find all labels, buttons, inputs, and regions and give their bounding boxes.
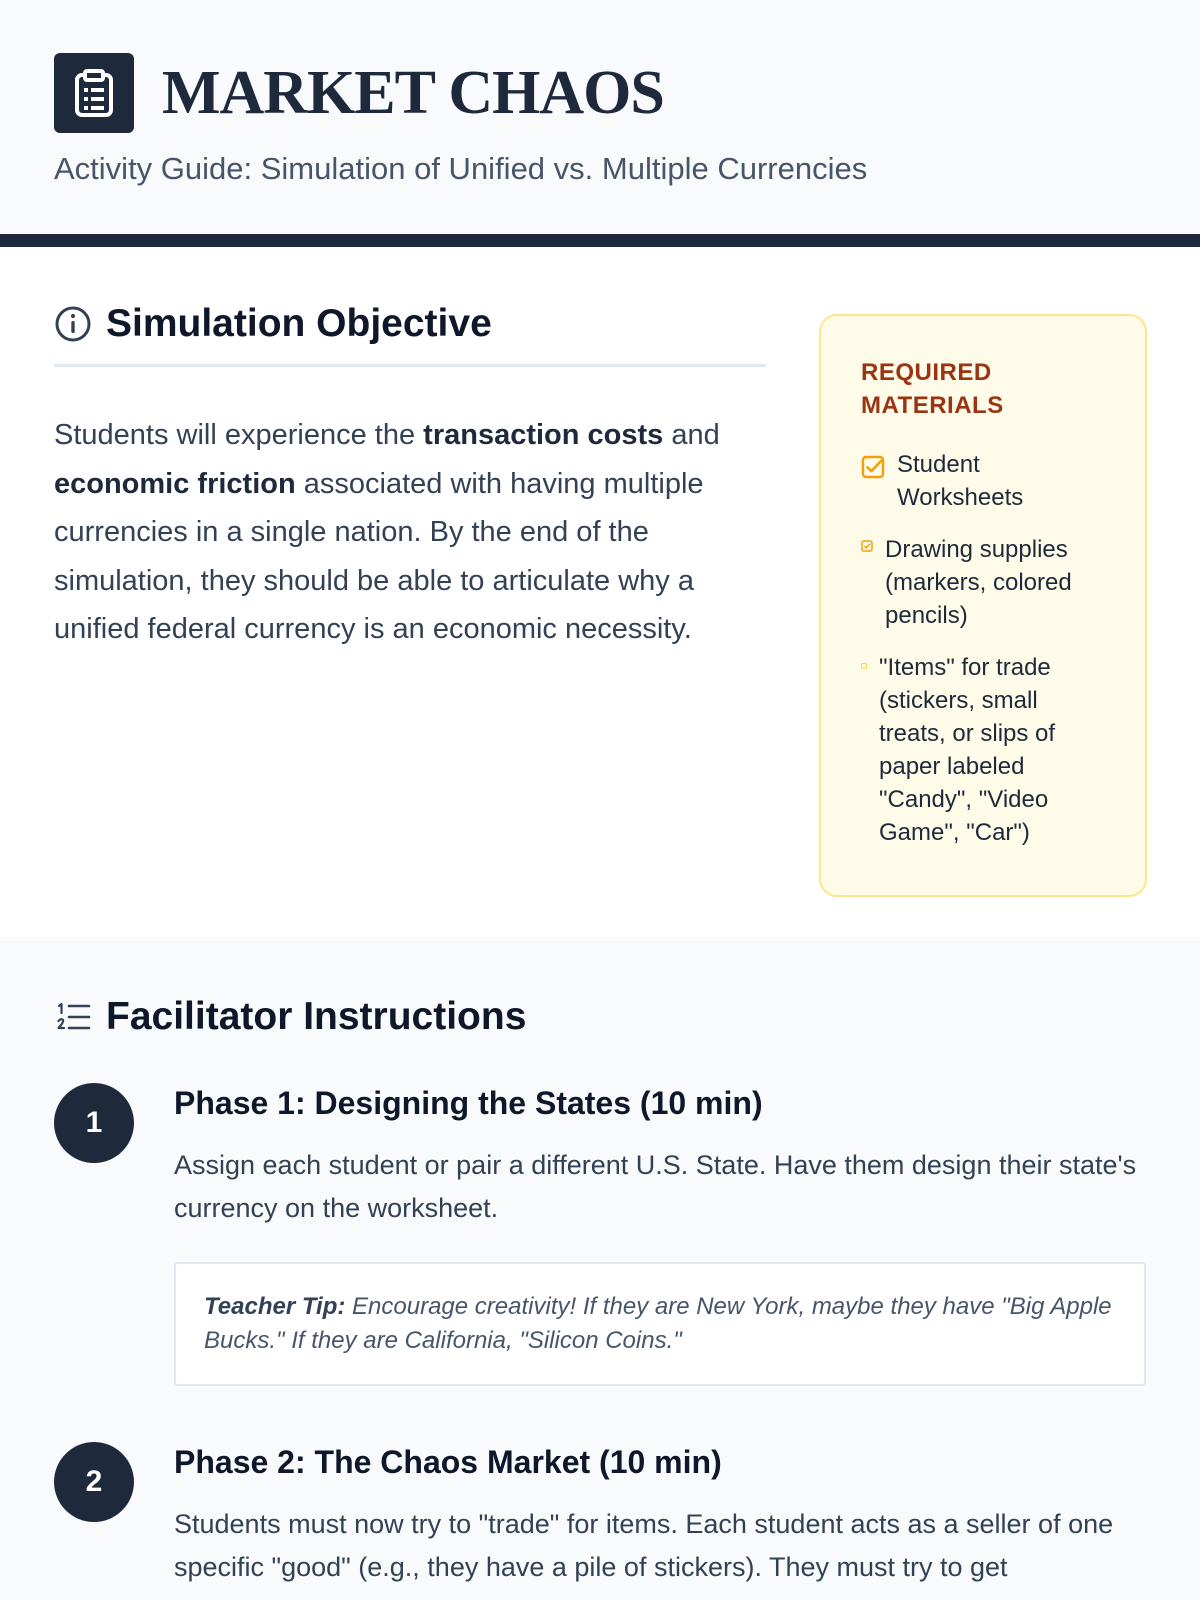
- phase-step: [54, 1083, 1146, 1386]
- phase-text: Students must now try to "trade" for items. Each student acts as a seller of one specific "good" (e.g., they have a pile of stickers). They must try to get: [174, 1509, 1114, 1582]
- objective-heading-label: Simulation Objective: [106, 302, 492, 345]
- phase-text: Assign each student or pair a different U.S. State. Have them design their state's currency on the worksheet.: [174, 1150, 1137, 1223]
- materials-box: [819, 314, 1147, 897]
- phase-step: [54, 1442, 1146, 1589]
- objective-text: [54, 411, 766, 654]
- step-number-badge: 1: [54, 1083, 134, 1163]
- material-label: "Items" for trade (stickers, small treats, or slips of paper labeled "Candy", "Video Game", "Car"): [879, 654, 1056, 846]
- clipboard-icon: [54, 53, 134, 133]
- materials-title: REQUIRED MATERIALS: [861, 359, 1004, 419]
- page-subtitle: Activity Guide: Simulation of Unified vs. Multiple Currencies: [54, 151, 868, 186]
- step-number-badge: 2: [54, 1442, 134, 1522]
- objective-bold-term: transaction costs: [423, 419, 664, 451]
- phase-title: Phase 1: Designing the States (10 min): [174, 1085, 763, 1121]
- objective-bold-term: economic friction: [54, 467, 296, 500]
- tip-text: Encourage creativity! If they are New York, maybe they have "Big Apple Bucks." If they are California, "Silicon Coins.": [204, 1293, 1112, 1354]
- checkbox-icon: [861, 455, 885, 479]
- phase-body: [174, 1442, 1146, 1589]
- material-label: Drawing supplies (markers, colored pencils): [885, 536, 1072, 629]
- list-item: [861, 651, 1109, 849]
- instructions-section: [0, 937, 1200, 1600]
- bullet-icon: [861, 663, 867, 669]
- phase-title: Phase 2: The Chaos Market (10 min): [174, 1444, 722, 1480]
- objective-text-part: and: [663, 419, 720, 451]
- objective-heading: [54, 302, 766, 367]
- material-label: Student Worksheets: [897, 451, 1024, 511]
- phase-body: [174, 1083, 1146, 1386]
- materials-list: [861, 448, 1109, 849]
- instructions-heading-label: Facilitator Instructions: [106, 995, 527, 1038]
- page-header: [0, 0, 1200, 247]
- teacher-tip: [174, 1262, 1146, 1386]
- page-title: MARKET CHAOS: [162, 58, 664, 127]
- title-row: [54, 53, 1146, 133]
- numbered-list-icon: [54, 998, 92, 1036]
- info-icon: [54, 305, 92, 343]
- objective-text-part: associated with having multiple currencies in a single nation. By the end of the simulation, they should be able to articulate why a unified federal currency is an economic necessity.: [54, 467, 704, 645]
- tip-label: Teacher Tip:: [204, 1293, 346, 1320]
- objective-column: [54, 302, 766, 654]
- checkbox-icon: [861, 540, 873, 552]
- list-item: [861, 533, 1109, 632]
- list-item: [861, 448, 1109, 514]
- objective-text-part: Students will experience the: [54, 419, 424, 451]
- instructions-heading: [54, 995, 1146, 1039]
- objective-section: [0, 247, 1200, 937]
